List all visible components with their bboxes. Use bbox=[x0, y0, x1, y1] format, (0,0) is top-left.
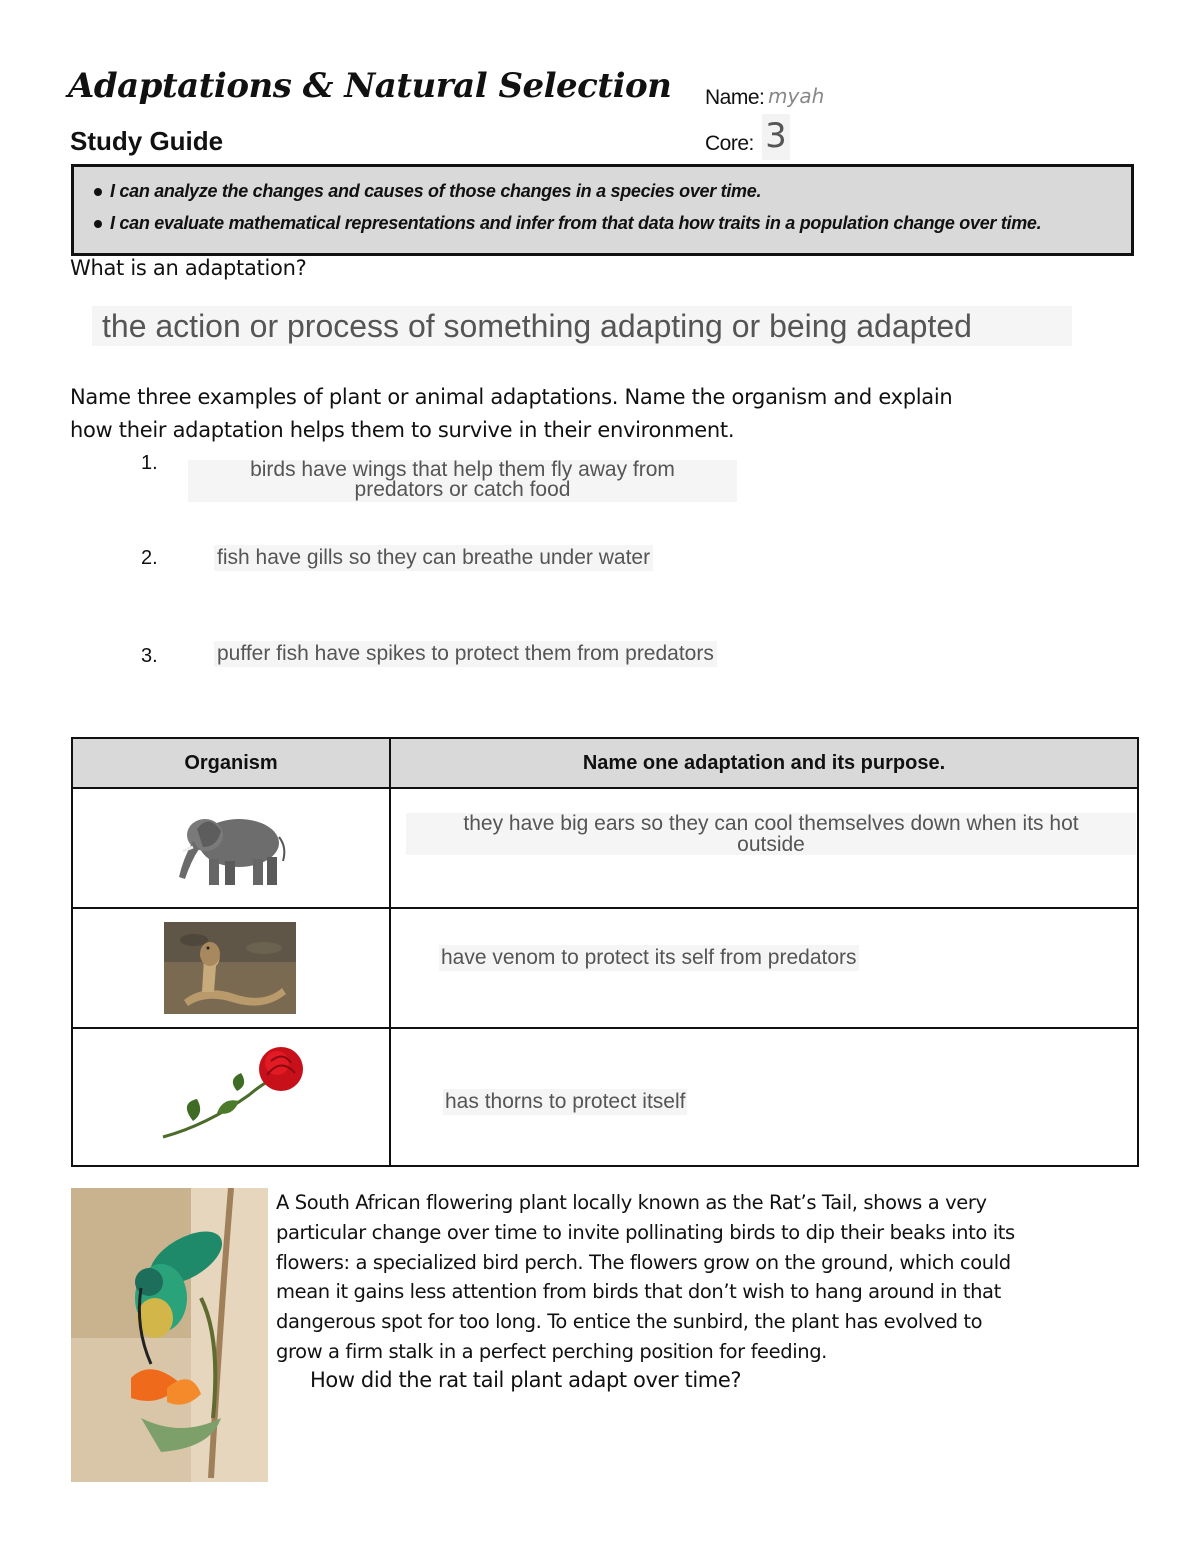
document-title: Adaptations & Natural Selection bbox=[68, 66, 672, 106]
sunbird-plant-icon bbox=[71, 1188, 268, 1482]
paragraph-line: dangerous spot for too long. To entice the sunbird, the plant has evolved to bbox=[276, 1310, 983, 1334]
organism-cell bbox=[72, 908, 390, 1028]
column-header-organism: Organism bbox=[72, 738, 390, 788]
paragraph-line: flowers: a specialized bird perch. The flowers grow on the ground, which could bbox=[276, 1250, 1011, 1274]
adaptation-cell bbox=[390, 908, 1138, 1028]
example-answer-line: predators or catch food bbox=[354, 478, 571, 501]
elephant-icon bbox=[169, 807, 293, 889]
paragraph-line: particular change over time to invite pollinating birds to dip their beaks into its bbox=[276, 1220, 1015, 1244]
learning-goal-text: I can evaluate mathematical representations and infer from that data how traits in a population change over time. bbox=[110, 213, 1042, 233]
example-answer-line: birds have wings that help them fly away from bbox=[250, 458, 675, 481]
organism-cell bbox=[72, 788, 390, 908]
core-field[interactable]: 3 bbox=[762, 114, 790, 160]
column-header-adaptation: Name one adaptation and its purpose. bbox=[390, 738, 1138, 788]
rose-icon bbox=[157, 1043, 307, 1143]
table-row bbox=[72, 1028, 1138, 1166]
question-three-examples-line1: Name three examples of plant or animal adaptations. Name the organism and explain bbox=[70, 385, 953, 409]
list-number: 1. bbox=[141, 452, 158, 474]
name-label: Name: bbox=[705, 86, 765, 109]
bullet-icon bbox=[94, 188, 102, 196]
name-field[interactable]: myah bbox=[768, 84, 825, 108]
learning-goal-text: I can analyze the changes and causes of those changes in a species over time. bbox=[110, 181, 762, 201]
adaptation-cell bbox=[390, 1028, 1138, 1166]
adaptation-answer-field[interactable]: have venom to protect its self from predators bbox=[441, 946, 857, 969]
learning-goal bbox=[94, 213, 1041, 234]
paragraph-line: grow a firm stalk in a perfect perching position for feeding. bbox=[276, 1339, 827, 1363]
organism-cell bbox=[72, 1028, 390, 1166]
document-subtitle: Study Guide bbox=[70, 126, 224, 156]
learning-goal bbox=[94, 181, 761, 202]
question-rat-tail: How did the rat tail plant adapt over time? bbox=[310, 1368, 742, 1392]
adaptation-answer-field[interactable] bbox=[406, 813, 1136, 855]
table-row bbox=[72, 788, 1138, 908]
organism-adaptation-table bbox=[71, 737, 1139, 1167]
example-answer-field[interactable] bbox=[188, 460, 737, 502]
answer-adaptation-field[interactable]: the action or process of something adapting or being adapted bbox=[92, 306, 1072, 346]
learning-goals-box bbox=[71, 164, 1134, 256]
paragraph-line: mean it gains less attention from birds that don’t wish to hang around in that bbox=[276, 1280, 1001, 1304]
table-row bbox=[72, 908, 1138, 1028]
adaptation-answer-line: outside bbox=[737, 833, 805, 856]
list-number: 3. bbox=[141, 645, 158, 667]
bullet-icon bbox=[94, 220, 102, 228]
table-header-row bbox=[72, 738, 1138, 788]
question-three-examples-line2: how their adaptation helps them to survive in their environment. bbox=[70, 418, 735, 442]
adaptation-answer-line: they have big ears so they can cool themselves down when its hot bbox=[463, 812, 1079, 835]
list-number: 2. bbox=[141, 547, 158, 569]
question-adaptation: What is an adaptation? bbox=[70, 256, 307, 280]
example-answer-field[interactable]: puffer fish have spikes to protect them from predators bbox=[214, 641, 717, 667]
adaptation-cell bbox=[390, 788, 1138, 908]
paragraph-line: A South African flowering plant locally known as the Rat’s Tail, shows a very bbox=[276, 1191, 987, 1214]
rat-tail-paragraph bbox=[276, 1188, 1136, 1367]
core-label: Core: bbox=[705, 132, 754, 155]
example-answer-field[interactable]: fish have gills so they can breathe under water bbox=[214, 545, 653, 571]
cobra-icon bbox=[164, 922, 296, 1014]
adaptation-answer-field[interactable]: has thorns to protect itself bbox=[445, 1090, 686, 1113]
